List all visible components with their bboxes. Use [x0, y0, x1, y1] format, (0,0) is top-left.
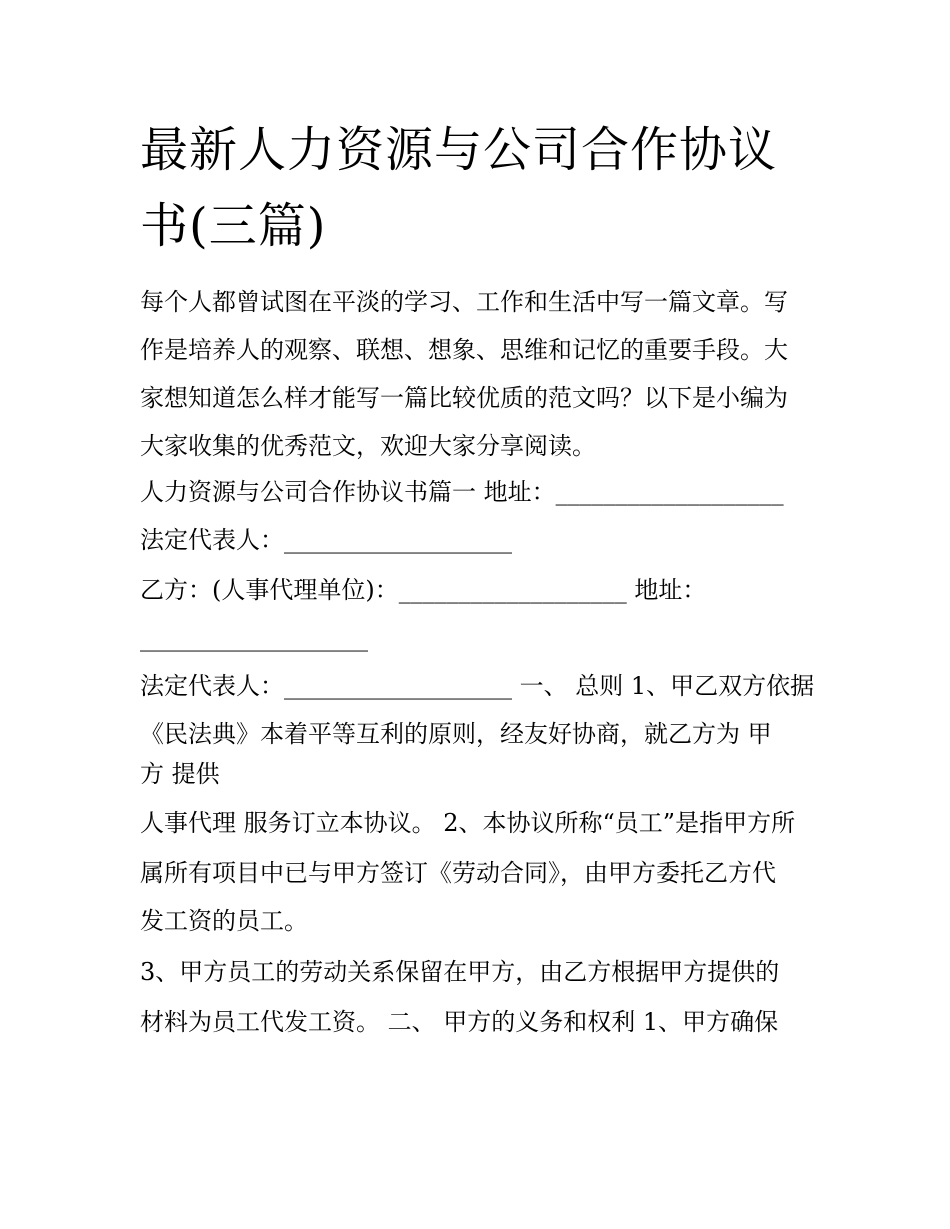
document-title: [140, 112, 840, 264]
text-line: 作是培养人的观察、联想、想象、思维和记忆的重要手段。大: [140, 336, 788, 364]
title-line: 最新人力资源与公司合作协议: [140, 122, 778, 178]
text-line: 方 提供: [140, 760, 220, 788]
text-line: 人力资源与公司合作协议书篇一 地址：___________________: [140, 478, 784, 506]
text-line: 3、甲方员工的劳动关系保留在甲方，由乙方根据甲方提供的: [140, 958, 780, 986]
text-line: 大家收集的优秀范文，欢迎大家分享阅读。: [140, 432, 596, 460]
text-line: 材料为员工代发工资。 二、 甲方的义务和权利 1、甲方确保: [140, 1008, 779, 1036]
text-line: 发工资的员工。: [140, 907, 308, 935]
text-line: 每个人都曾试图在平淡的学习、工作和生活中写一篇文章。写: [140, 288, 788, 316]
text-line: 法定代表人：___________________ 一、 总则 1、甲乙双方依据: [140, 672, 815, 700]
text-line: 法定代表人：___________________: [140, 526, 512, 554]
text-line: 属所有项目中已与甲方签订《劳动合同》，由甲方委托乙方代: [140, 859, 776, 887]
text-line: 《民法典》本着平等互利的原则，经友好协商，就乙方为 甲: [140, 720, 772, 748]
document-body: [140, 280, 830, 1034]
text-line: 乙方：(人事代理单位)：___________________ 地址：: [140, 576, 707, 604]
text-line: ___________________: [140, 624, 368, 652]
text-line: 家想知道怎么样才能写一篇比较优质的范文吗？以下是小编为: [140, 384, 788, 412]
text-line: 人事代理 服务订立本协议。 2、本协议所称“员工”是指甲方所: [140, 809, 796, 837]
title-line: 书(三篇): [140, 198, 327, 254]
